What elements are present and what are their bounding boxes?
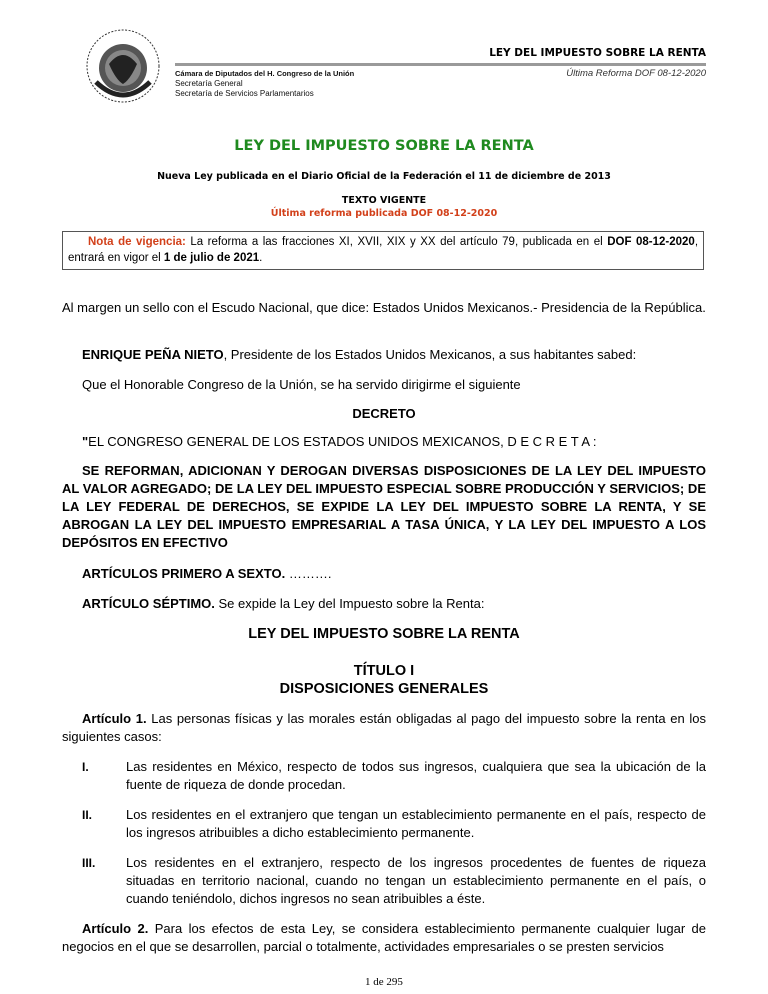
secretaria-general: Secretaría General (175, 79, 243, 88)
article-label: Artículo 1. (82, 711, 147, 726)
paragraph-text: Las personas físicas y las morales están obligadas al pago del impuesto sobre la renta en los siguientes casos: (62, 711, 706, 744)
note-text: . (259, 252, 263, 264)
page-number: 1 de 295 (365, 976, 403, 988)
note-label: Nota de vigencia: (88, 236, 186, 248)
paragraph-text: Para los efectos de esta Ley, se considera establecimiento permanente cualquier lugar de negocios en el que se desarrollen, parcial o totalmente, actividades empresariales o se presten servicios (62, 921, 706, 954)
reforman-paragraph: SE REFORMAN, ADICIONAN Y DEROGAN DIVERSAS DISPOSICIONES DE LA LEY DEL IMPUESTO AL VALOR AGREGADO; DE LA LEY DEL IMPUESTO ESPECIAL SOBRE PRODUCCIÓN Y SERVICIOS; DE LA LEY FEDERAL DE DERECHOS, SE EXPIDE LA LEY DEL IMPUESTO SOBRE LA RENTA, Y SE ABROGAN LA LEY DEL IMPUESTO EMPRESARIAL A TASA ÚNICA, Y LA LEY DEL IMPUESTO A LOS DEPÓSITOS EN EFECTIVO (62, 463, 706, 550)
articulo-septimo-paragraph (62, 595, 706, 613)
article-label: ARTÍCULO SÉPTIMO. (82, 596, 215, 611)
disposiciones-heading: DISPOSICIONES GENERALES (279, 681, 489, 697)
header-law-title: LEY DEL IMPUESTO SOBRE LA RENTA (489, 47, 706, 59)
texto-vigente: TEXTO VIGENTE (341, 195, 427, 206)
articulos-primero-paragraph (62, 565, 706, 583)
national-seal-logo (84, 24, 162, 106)
publication-line: Nueva Ley publicada en el Diario Oficial de la Federación el 11 de diciembre de 2013 (157, 171, 611, 182)
paragraph-text: Se expide la Ley del Impuesto sobre la Renta: (214, 596, 485, 611)
paragraph-text: , Presidente de los Estados Unidos Mexicanos, a sus habitantes sabed: (223, 347, 637, 362)
note-text: La reforma a las fracciones XI, XVII, XIX y XX del artículo 79, publicada en el (185, 236, 608, 248)
fraction-number: II. (82, 808, 93, 822)
articulo-2-paragraph (62, 920, 706, 956)
fraction-text: Las residentes en México, respecto de todos sus ingresos, cualquiera que sea la ubicación de la fuente de riqueza de donde procedan. (126, 759, 706, 792)
note-date: 1 de julio de 2021 (163, 252, 260, 264)
fraction-item (82, 806, 706, 842)
fraction-number: III. (82, 856, 96, 870)
chamber-name: Cámara de Diputados del H. Congreso de la Unión (175, 69, 355, 78)
fraction-item (82, 758, 706, 794)
ultima-reforma: Última reforma publicada DOF 08-12-2020 (270, 208, 498, 219)
fraction-number: I. (82, 760, 89, 774)
header-last-reform: Última Reforma DOF 08-12-2020 (566, 68, 706, 79)
note-dof: DOF 08-12-2020 (607, 236, 695, 248)
titulo-heading: TÍTULO I (353, 663, 415, 679)
fraction-text: Los residentes en el extranjero, respecto de los ingresos procedentes de fuentes de riqueza situadas en territorio nacional, cuando no tengan un establecimiento permanente en el país, o cuando teniéndolo, dichos ingresos no sean atribuibles a éste. (126, 855, 706, 906)
congreso-paragraph: Que el Honorable Congreso de la Unión, se ha servido dirigirme el siguiente (82, 377, 521, 392)
fraction-item (82, 854, 706, 908)
law-heading: LEY DEL IMPUESTO SOBRE LA RENTA (248, 626, 520, 642)
article-label: ARTÍCULOS PRIMERO A SEXTO. (82, 566, 286, 581)
fraction-text: Los residentes en el extranjero que tengan un establecimiento permanente en el país, respecto de los ingresos atribuibles a dicho establecimiento permanente. (126, 807, 706, 840)
vigencia-note (62, 231, 704, 270)
article-label: Artículo 2. (82, 921, 149, 936)
margen-paragraph: Al margen un sello con el Escudo Nacional, que dice: Estados Unidos Mexicanos.- Presidencia de la República. (62, 300, 706, 315)
secretaria-servicios: Secretaría de Servicios Parlamentarios (175, 89, 314, 98)
articulo-1-paragraph (62, 710, 706, 746)
note-text: , entrará en vigor el (68, 236, 699, 264)
quote-mark: " (82, 434, 89, 449)
paragraph-text: EL CONGRESO GENERAL DE LOS ESTADOS UNIDOS MEXICANOS, D E C R E T A : (88, 434, 597, 449)
president-name: ENRIQUE PEÑA NIETO (82, 347, 224, 362)
decreto-heading: DECRETO (352, 406, 416, 421)
document-title: LEY DEL IMPUESTO SOBRE LA RENTA (234, 138, 534, 154)
enrique-paragraph (62, 346, 706, 364)
header-institution (175, 69, 354, 99)
congreso-general-paragraph (62, 433, 706, 451)
paragraph-text: ………. (285, 566, 332, 581)
header-divider (175, 63, 706, 66)
